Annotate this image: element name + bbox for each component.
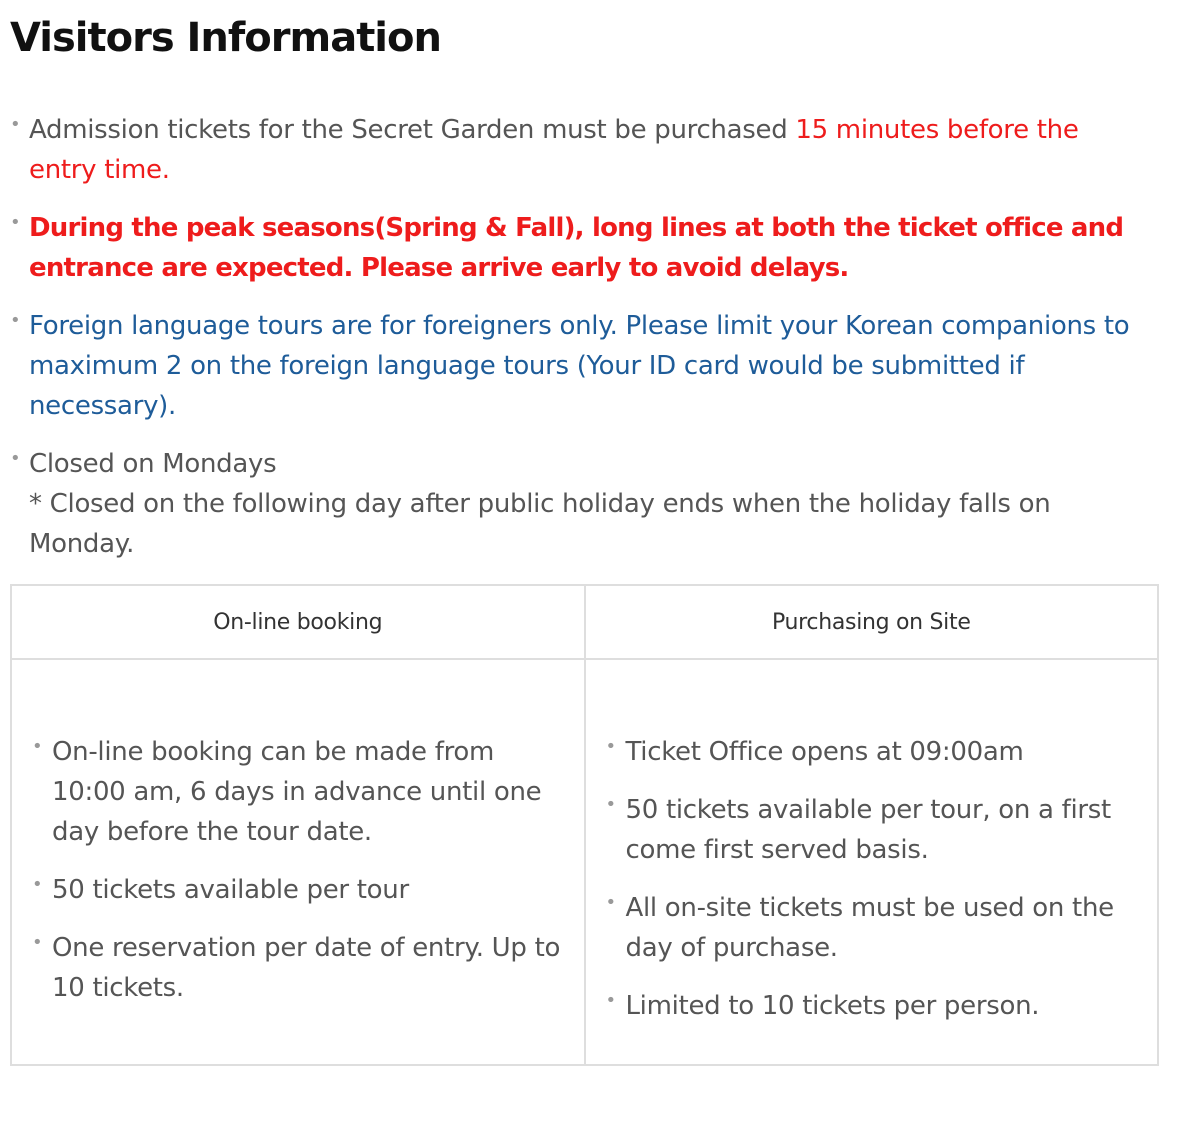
bullet-icon: • <box>10 448 21 469</box>
notice-list <box>0 110 1150 582</box>
list-item <box>32 870 564 910</box>
table-row <box>11 659 1158 1065</box>
foreign-tours-text: Foreign language tours are for foreigners only. Please limit your Korean companions to maximum 2 on the foreign language tours (Your ID card would be submitted if necessary). <box>29 311 1130 421</box>
list-item-text: All on-site tickets must be used on the day of purchase. <box>625 893 1114 963</box>
notice-admission <box>0 110 1150 190</box>
table-header-row <box>11 585 1158 659</box>
page-title: Visitors Information <box>10 15 441 61</box>
list-item <box>605 888 1138 968</box>
bullet-icon: • <box>605 990 616 1011</box>
list-item-text: 50 tickets available per tour, on a first come first served basis. <box>625 795 1111 865</box>
list-item <box>605 790 1138 870</box>
list-item <box>32 732 564 852</box>
list-item <box>605 732 1138 772</box>
bullet-icon: • <box>32 932 43 953</box>
bullet-icon: • <box>32 736 43 757</box>
list-item <box>605 986 1138 1026</box>
admission-highlight: 15 minutes before the entry time. <box>29 115 1079 185</box>
notice-foreign-tours <box>0 306 1150 426</box>
bullet-icon: • <box>605 736 616 757</box>
list-item-text: Ticket Office opens at 09:00am <box>625 737 1024 767</box>
notice-peak-seasons <box>0 208 1150 288</box>
bullet-icon: • <box>605 892 616 913</box>
header-purchasing-on-site: Purchasing on Site <box>585 585 1159 659</box>
list-item-text: One reservation per date of entry. Up to 10 tickets. <box>52 933 561 1003</box>
peak-seasons-text: During the peak seasons(Spring & Fall), long lines at both the ticket office and entrance are expected. Please arrive early to avoid delays. <box>29 213 1124 283</box>
admission-text: Admission tickets for the Secret Garden must be purchased <box>29 115 796 145</box>
bullet-icon: • <box>10 212 21 233</box>
list-item-text: Limited to 10 tickets per person. <box>625 991 1040 1021</box>
on-site-list <box>586 660 1158 1026</box>
bullet-icon: • <box>605 794 616 815</box>
list-item-text: On-line booking can be made from 10:00 am, 6 days in advance until one day before the tour date. <box>52 737 542 847</box>
notice-closed <box>0 444 1150 564</box>
bullet-icon: • <box>10 310 21 331</box>
closed-text: Closed on Mondays <box>29 449 277 479</box>
bullet-icon: • <box>10 114 21 135</box>
on-site-cell <box>585 659 1159 1065</box>
list-item <box>32 928 564 1008</box>
online-booking-cell <box>11 659 585 1065</box>
header-online-booking: On-line booking <box>11 585 585 659</box>
online-booking-list <box>12 660 584 1008</box>
list-item-text: 50 tickets available per tour <box>52 875 409 905</box>
bullet-icon: • <box>32 874 43 895</box>
closed-note: * Closed on the following day after public holiday ends when the holiday falls on Monday. <box>29 489 1051 559</box>
booking-table <box>10 584 1159 1066</box>
